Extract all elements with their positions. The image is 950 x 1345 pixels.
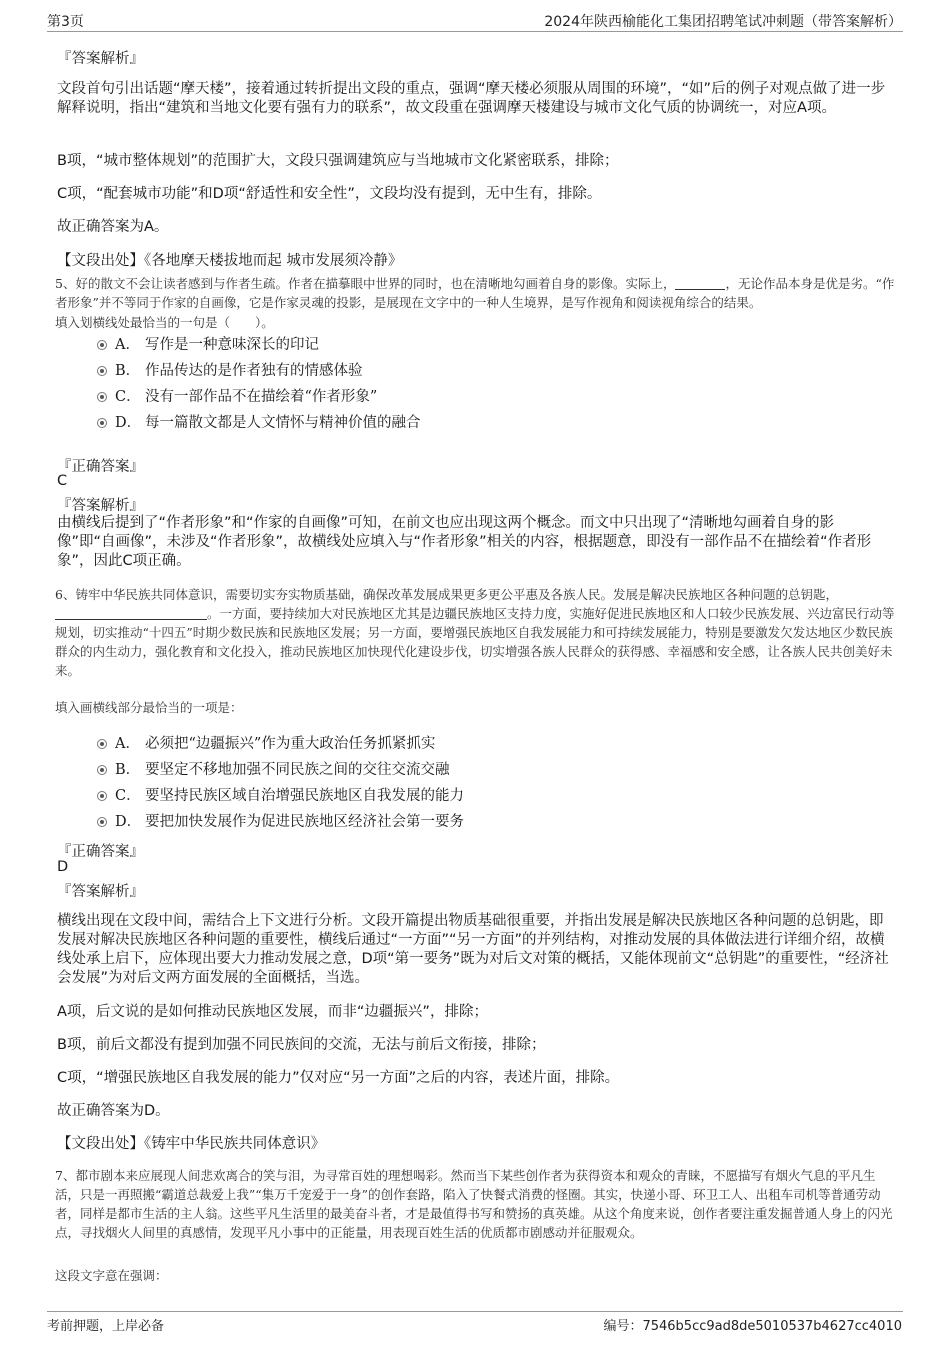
q6-answer-label: 『正确答案』 (57, 844, 144, 860)
q6-analysis-option-a: A项，后文说的是如何推动民族地区发展，而非“边疆振兴”，排除； (57, 1004, 488, 1020)
radio-icon[interactable] (97, 765, 107, 775)
footer-divider (47, 1311, 903, 1312)
q6-source: 【文段出处】《铸牢中华民族共同体意识》 (57, 1136, 326, 1152)
q5-option-d[interactable]: D． 每一篇散文都是人文情怀与精神价值的融合 (97, 413, 421, 433)
q6-prompt: 填入画横线部分最恰当的一项是： (55, 700, 243, 715)
q7-prompt: 这段文字意在强调： (55, 1268, 168, 1283)
page-number: 第3页 (47, 14, 84, 30)
q6-analysis-label: 『答案解析』 (57, 884, 144, 900)
q5-prompt: 填入划横线处最恰当的一句是（ ）。 (55, 315, 274, 330)
radio-icon[interactable] (97, 791, 107, 801)
q4-analysis-paragraph: 文段首句引出话题“摩天楼”，接着通过转折提出文段的重点，强调“摩天楼必须服从周围的环境”，“如”后的例子对观点做了进一步解释说明，指出“建筑和当地文化要有强有力的联系”，故文段重在强调摩天楼建设与城市文化气质的协调统一，对应A项。 (57, 81, 886, 116)
q6-analysis-option-c: C项，“增强民族地区自我发展的能力”仅对应“另一方面”之后的内容，表述片面，排除。 (57, 1070, 620, 1086)
q5-blank (675, 277, 725, 290)
footer-slogan: 考前押题，上岸必备 (47, 1319, 165, 1334)
q4-conclusion: 故正确答案为A。 (57, 219, 169, 235)
q5-answer-label: 『正确答案』 (57, 459, 144, 475)
q5-option-b[interactable]: B． 作品传达的是作者独有的情感体验 (97, 361, 363, 381)
q4-analysis-option-b: B项，“城市整体规划”的范围扩大，文段只强调建筑应与当地城市文化紧密联系，排除； (57, 153, 619, 169)
q5-analysis: 由横线后提到了“作者形象”和“作家的自画像”可知，在前文也应出现这两个概念。而文中只出现了“清晰地勾画着自身的影像”即“自画像”，未涉及“作者形象”，故横线处应填入与“作者形象”相关的内容，根据题意，即没有一部作品不在描绘着“作者形象”，因此C项正确。 (57, 515, 872, 569)
radio-icon[interactable] (97, 366, 107, 376)
radio-icon[interactable] (97, 340, 107, 350)
q5-stem (55, 274, 895, 312)
document-title: 2024年陕西榆能化工集团招聘笔试冲刺题（带答案解析） (544, 14, 902, 30)
radio-icon[interactable] (97, 418, 107, 428)
q5-stem-part-b: ，无论作品本身是优 (725, 276, 838, 291)
q6-analysis-paragraph: 横线出现在文段中间，需结合上下文进行分析。文段开篇提出物质基础很重要，并指出发展是解决民族地区各种问题的总钥匙，即发展对解决民族地区各种问题的重要性，横线后通过“一方面”“另一方面”的并列结构，对推动发展的具体做法进行详细介绍，故横线处承上启下，应体现出要大力推动发展之意，D项“第一要务”既为对后文对策的概括，又能体现前文“总钥匙”的重要性，“经济社会发展”为对后文两方面发展的全面概括，当选。 (57, 913, 889, 986)
q5-option-c[interactable]: C． 没有一部作品不在描绘着“作者形象” (97, 387, 377, 407)
q6-answer: D (57, 859, 69, 875)
q5-answer: C (57, 473, 68, 489)
q6-conclusion: 故正确答案为D。 (57, 1103, 170, 1119)
q6-stem-part-a: 6、铸牢中华民族共同体意识，需要切实夯实物质基础，确保改革发展成果更多更公平惠及各族人民。发展是解决民族地区各种问题的总钥匙， (55, 587, 838, 602)
q6-option-a[interactable]: A． 必须把“边疆振兴”作为重大政治任务抓紧抓实 (97, 734, 435, 754)
radio-icon[interactable] (97, 739, 107, 749)
q5-stem-part-c: 是劣。“作者形象”并不等同于作家的自画像，它是作家灵魂的投影，是展现在文字中的一种人生境界，是写作视角和阅读视角综合的结果。 (55, 276, 895, 310)
radio-icon[interactable] (97, 392, 107, 402)
q6-stem-part-b: 。一方面，要持续加大对民族地区尤其是边疆民族地区支持力度，实施好促进民族地区和人口较少民族发展、兴边富民行动等规划，切实推动“十四五”时期少数民族和民族地区发展；另一方面，要增强民族地区自我发展能力和可持续发展能力，特别是要激发欠发达地区少数民族群众的内生动力，强化教育和文化投入，推动民族地区加快现代化建设步伐，切实增强各族人民群众的获得感、幸福感和安全感，让各族人民共创美好未来。 (55, 606, 895, 678)
q5-analysis-label: 『答案解析』 (57, 498, 144, 514)
q6-option-c[interactable]: C． 要坚持民族区域自治增强民族地区自我发展的能力 (97, 786, 464, 806)
q6-stem (55, 585, 895, 680)
q7-stem: 7、都市剧本来应展现人间悲欢离合的笑与泪，为寻常百姓的理想喝彩。然而当下某些创作者为获得资本和观众的青睐，不愿描写有烟火气息的平凡生活，只是一再照搬“霸道总裁爱上我”“集万千宠爱于一身”的创作套路，陷入了快餐式消费的怪圈。其实，快递小哥、环卫工人、出租车司机等普通劳动者，同样是都市生活的主人翁。这些平凡生活里的最美奋斗者，才是最值得书写和赞扬的真英雄。从这个角度来说，创作者要注重发掘普通人身上的闪光点，寻找烟火人间里的真感情，发现平凡小事中的正能量，用表现百姓生活的优质都市剧感动并征服观众。 (55, 1168, 893, 1240)
document-code: 编号：7546b5cc9ad8de5010537b4627cc4010 (603, 1319, 902, 1334)
q6-option-d[interactable]: D． 要把加快发展作为促进民族地区经济社会第一要务 (97, 812, 464, 832)
q4-analysis-option-c: C项，“配套城市功能”和D项“舒适性和安全性”，文段均没有提到，无中生有，排除。 (57, 186, 602, 202)
header-divider (47, 31, 903, 32)
radio-icon[interactable] (97, 817, 107, 827)
q5-option-a[interactable]: A． 写作是一种意味深长的印记 (97, 335, 319, 355)
q5-stem-part-a: 5、好的散文不会让读者感到与作者生疏。作者在描摹眼中世界的同时，也在清晰地勾画着自身的影像。实际上， (55, 276, 676, 291)
q6-blank (55, 607, 207, 620)
q6-option-b[interactable]: B． 要坚定不移地加强不同民族之间的交往交流交融 (97, 760, 450, 780)
q6-analysis-option-b: B项，前后文都没有提到加强不同民族间的交流，无法与前后文衔接，排除； (57, 1037, 546, 1053)
q4-analysis-label: 『答案解析』 (57, 51, 144, 67)
q4-source: 【文段出处】《各地摩天楼拔地而起 城市发展须冷静》 (57, 253, 403, 269)
